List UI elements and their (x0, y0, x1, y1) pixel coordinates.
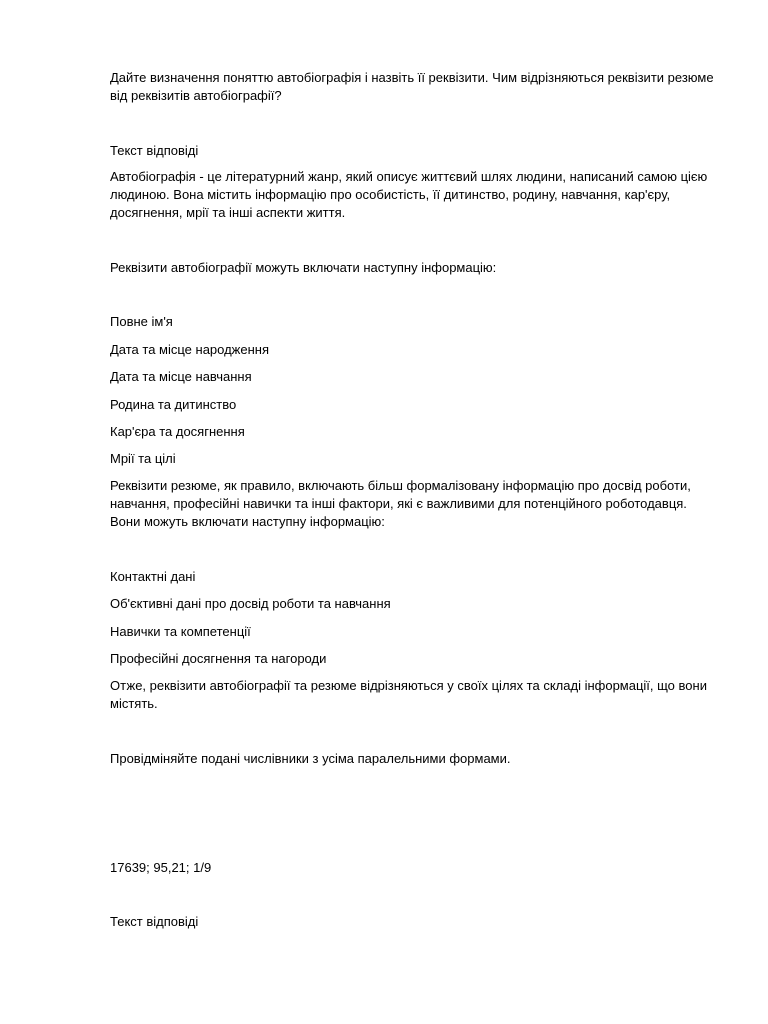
list-item: Об'єктивні дані про досвід роботи та навчання (110, 596, 391, 611)
conclusion-text: Отже, реквізити автобіографії та резюме відрізняються у своїх цілях та складі інформації, що вони містять. (110, 678, 707, 711)
list-item: Мрії та цілі (110, 451, 176, 466)
question-1-text: Дайте визначення поняттю автобіографія і назвіть її реквізити. Чим відрізняються реквізити резюме від реквізитів автобіографії? (110, 70, 714, 103)
list-item: Повне ім'я (110, 314, 173, 329)
list-item: Дата та місце народження (110, 342, 270, 357)
list-item: Дата та місце навчання (110, 369, 252, 384)
list-item: Родина та дитинство (110, 397, 237, 412)
list-item: Кар'єра та досягнення (110, 424, 245, 439)
numerals-text: 17639; 95,21; 1/9 (110, 860, 212, 875)
question-2-text: Провідміняйте подані числівники з усіма паралельними формами. (110, 751, 511, 766)
list-item: Професійні досягнення та нагороди (110, 651, 327, 666)
list-item: Навички та компетенції (110, 624, 251, 639)
resume-requisites-intro: Реквізити резюме, як правило, включають більш формалізовану інформацію про досвід роботи, навчання, професійні навички та інші фактори, які є важливими для потенційного роботодавця. Вони можуть включати наступну інформацію: (110, 478, 691, 529)
autobiography-definition: Автобіографія - це літературний жанр, який описує життєвий шлях людини, написаний самою цією людиною. Вона містить інформацію про особистість, її дитинство, родину, навчання, кар'єру, досягнення, мрії та інші аспекти життя. (110, 169, 708, 220)
list-item: Контактні дані (110, 569, 196, 584)
autobiography-requisites-intro: Реквізити автобіографії можуть включати наступну інформацію: (110, 260, 497, 275)
answer-label-1: Текст відповіді (110, 143, 199, 158)
answer-label-2: Текст відповіді (110, 914, 199, 929)
